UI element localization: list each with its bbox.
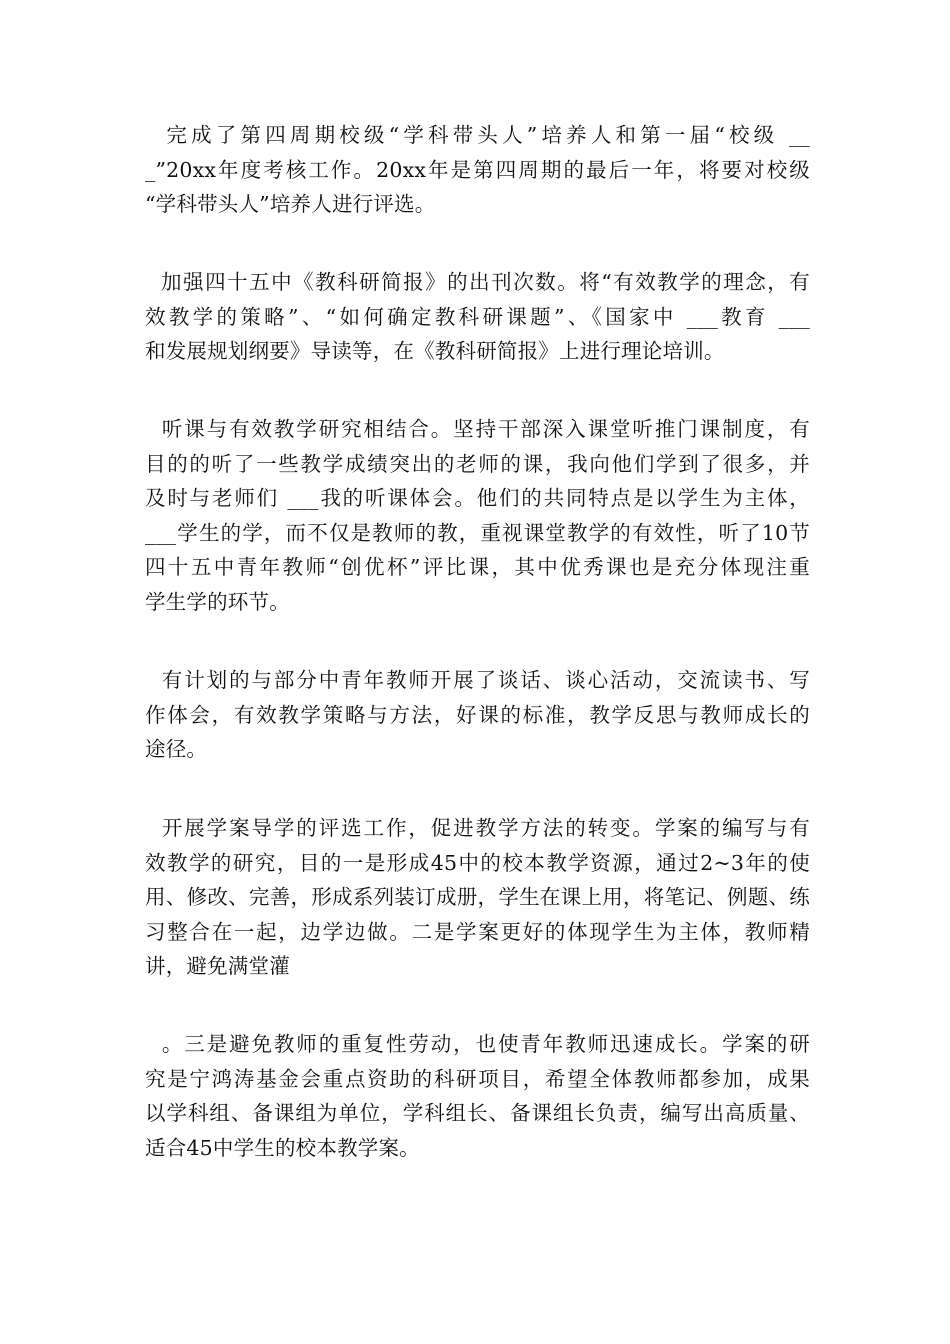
paragraph-line: 作体会，有效教学策略与方法，好课的标准，教学反思与教师成长的 <box>145 702 810 727</box>
paragraph-line: 目的的听了一些教学成绩突出的老师的课，我向他们学到了很多，并 <box>145 451 810 476</box>
paragraph-line: 四十五中青年教师“创优杯”评比课，其中优秀课也是充分体现注重 <box>145 555 810 579</box>
paragraph-5 <box>145 811 810 984</box>
paragraph-1 <box>145 118 810 222</box>
paragraph-line: 加强四十五中《教科研简报》的出刊次数。将“有效教学的理念，有 <box>145 270 810 294</box>
paragraph-line: 以学科组、备课组为单位，学科组长、备课组长负责，编写出高质量、 <box>145 1101 810 1125</box>
paragraph-line: 和发展规划纲要》导读等，在《教科研简报》上进行理论培训。 <box>145 339 725 363</box>
paragraph-line: 用、修改、完善，形成系列装订成册，学生在课上用，将笔记、例题、练 <box>145 885 810 909</box>
paragraph-line: 。三是避免教师的重复性劳动，也使青年教师迅速成长。学案的研 <box>145 1032 810 1056</box>
paragraph-line: 开展学案导学的评选工作，促进教学方法的转变。学案的编写与有 <box>145 816 810 840</box>
paragraph-line: 学生学的环节。 <box>145 589 290 614</box>
paragraph-3 <box>145 412 810 619</box>
paragraph-line: “学科带头人”培养人进行评选。 <box>145 192 436 216</box>
paragraph-line: 习整合在一起，边学边做。二是学案更好的体现学生为主体，教师精 <box>145 919 810 944</box>
paragraph-line: 途径。 <box>145 737 208 761</box>
paragraph-line: 及时与老师们 ___我的听课体会。他们的共同特点是以学生为主体， <box>145 486 810 510</box>
paragraph-line: 究是宁鸿涛基金会重点资助的科研项目，希望全体教师都参加，成果 <box>145 1066 810 1091</box>
paragraph-line: 效教学的研究，目的一是形成45中的校本教学资源，通过2~3年的使 <box>145 850 810 875</box>
paragraph-line: 听课与有效教学研究相结合。坚持干部深入课堂听推门课制度，有 <box>145 417 810 441</box>
paragraph-6 <box>145 1027 810 1165</box>
paragraph-line: 有计划的与部分中青年教师开展了谈话、谈心活动，交流读书、写 <box>145 668 810 692</box>
paragraph-line: 适合45中学生的校本教学案。 <box>145 1135 420 1160</box>
paragraph-line: 完成了第四周期校级“学科带头人”培养人和第一届“校级 __ <box>145 123 810 147</box>
paragraph-line: ___学生的学，而不仅是教师的教，重视课堂教学的有效性，听了10节 <box>145 520 810 545</box>
paragraph-line: 讲，避免满堂灌 <box>145 954 290 978</box>
paragraph-2 <box>145 265 810 369</box>
paragraph-4 <box>145 663 810 767</box>
paragraph-line: _”20xx年度考核工作。20xx年是第四周期的最后一年，将要对校级 <box>145 157 810 182</box>
paragraph-line: 效教学的策略”、“如何确定教科研课题”、《国家中 ___教育 ___ <box>145 304 810 329</box>
